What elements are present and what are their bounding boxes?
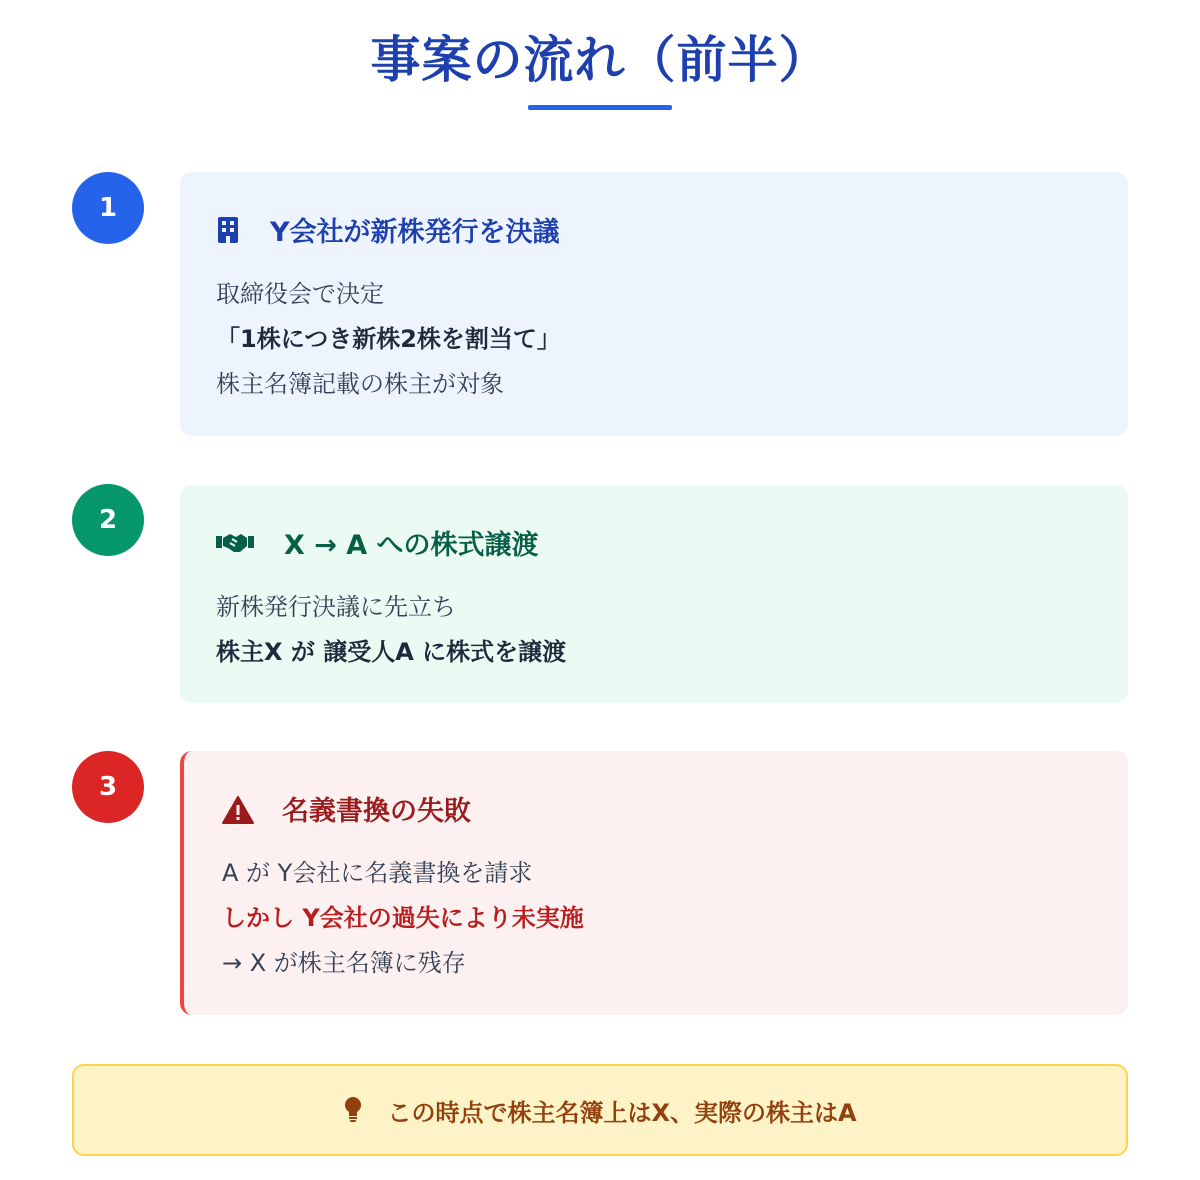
step-heading-text: 名義書換の失敗: [282, 796, 471, 827]
step-number-1: 1: [72, 172, 144, 244]
step-line: 株主X が 譲受人A に株式を譲渡: [216, 638, 567, 666]
step-number-3: 3: [72, 751, 144, 823]
warning-icon: [222, 796, 254, 822]
step-body-3: [222, 851, 584, 986]
handshake-icon: [216, 530, 256, 556]
step-line: 取締役会で決定: [216, 280, 384, 308]
step-card-2: [180, 485, 1128, 703]
step-card-3: [180, 751, 1128, 1015]
step-line: 新株発行決議に先立ち: [216, 593, 456, 621]
building-icon: [216, 217, 242, 243]
title-underline: [528, 105, 672, 110]
step-card-1: [180, 172, 1128, 436]
step-heading-3: [222, 789, 471, 828]
step-line: 「1株につき新株2株を割当て」: [216, 325, 561, 353]
lightbulb-icon: [343, 1096, 365, 1124]
step-body-2: [216, 585, 566, 675]
step-line: 株主名簿記載の株主が対象: [216, 370, 504, 398]
step-number-2: 2: [72, 484, 144, 556]
page-title: 事案の流れ（前半）: [370, 30, 830, 89]
step-heading-text: Y会社が新株発行を決議: [270, 217, 560, 248]
step-heading-2: [216, 523, 539, 562]
step-line: → X が株主名簿に残存: [222, 949, 466, 977]
step-body-1: [216, 272, 561, 407]
step-line: しかし Y会社の過失により未実施: [222, 904, 584, 932]
note-text: この時点で株主名簿上はX、実際の株主はA: [387, 1098, 857, 1127]
step-heading-text: X → A への株式譲渡: [284, 530, 539, 561]
key-point-note: [72, 1064, 1128, 1156]
step-line: A が Y会社に名義書換を請求: [222, 859, 533, 887]
step-heading-1: [216, 210, 560, 249]
